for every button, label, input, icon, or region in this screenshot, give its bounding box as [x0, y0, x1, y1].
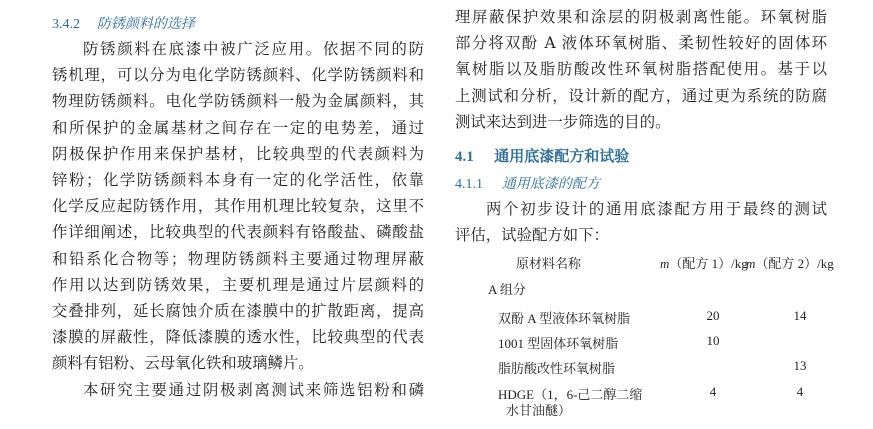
material-name: 双酚 A 型液体环氧树脂: [498, 311, 631, 326]
header-formula-1: m（配方 1）/kg: [660, 256, 748, 271]
material-name: 1001 型固体环氧树脂: [498, 336, 619, 351]
text-line: 氧树脂以及脂肪酸改性环氧树脂搭配使用。基于以: [455, 60, 827, 79]
formula-2-value: 14: [793, 308, 807, 323]
text-line: 评估，试验配方如下：: [455, 226, 609, 245]
formula-2-value: 13: [793, 358, 807, 373]
header-material-name: 原材料名称: [516, 256, 582, 271]
section-heading-3-4-2: [52, 13, 195, 33]
formula-1-value: 10: [706, 333, 720, 348]
text-line: 锈机理，可以分为电化学防锈颜料、化学防锈颜料和: [52, 66, 424, 85]
text-line: 作用以达到防锈效果，主要机理是通过片层颜料的: [52, 275, 424, 294]
paragraph-continuation: [455, 4, 827, 135]
text-line: 两个初步设计的通用底漆配方用于最终的测试: [486, 200, 827, 218]
section-title: 防锈颜料的选择: [96, 16, 195, 32]
text-line: 理屏蔽保护效果和涂层的阴极剥离性能。环氧树脂: [455, 8, 827, 26]
text-line: 交叠排列，延长腐蚀介质在漆膜中的扩散距离，提高: [52, 302, 424, 321]
text-line: 本研究主要通过阴极剥离测试来筛选铝粉和磷: [83, 380, 424, 399]
group-label: A 组分: [488, 282, 526, 297]
formula-1-value: 4: [709, 384, 717, 399]
text-line: 作详细阐述，比较典型的代表颜料有铬酸盐、磷酸盐: [52, 223, 424, 242]
subsection-title: 通用底漆的配方: [501, 176, 600, 192]
text-line: 漆膜的屏蔽性，降低漆膜的透水性，比较典型的代表: [52, 328, 424, 347]
text-line: 和铅系化合物等；物理防锈颜料主要通过物理屏蔽: [52, 249, 424, 268]
formula-1-value: 20: [706, 308, 720, 323]
section-title: 通用底漆配方和试验: [494, 147, 630, 165]
text-line: 锌粉；化学防锈颜料本身有一定的化学活性，依靠: [52, 171, 424, 190]
paragraph-antirust-pigments: [52, 36, 424, 403]
section-number: 4.1: [455, 149, 474, 165]
text-line: 防锈颜料在底漆中被广泛应用。依据不同的防: [83, 40, 424, 58]
material-name: 脂肪酸改性环氧树脂: [498, 361, 616, 376]
text-line: 测试来达到进一步筛选的目的。: [455, 112, 671, 131]
text-line: 颜料有铝粉、云母氧化铁和玻璃鳞片。: [52, 354, 314, 373]
text-line: 上测试和分析，设计新的配方，通过更为系统的防腐: [455, 86, 827, 105]
material-name: HDGE（1，6-己二醇二缩: [498, 387, 643, 402]
header-formula-2: m（配方 2）/kg: [746, 256, 834, 271]
text-line: 和所保护的金属基材之间存在一定的电势差，通过: [52, 118, 424, 137]
section-heading-4-1: [455, 145, 629, 166]
subsection-number: 4.1.1: [455, 177, 483, 192]
subsection-heading-4-1-1: [455, 173, 600, 193]
paragraph-formula-intro: [455, 196, 827, 248]
text-line: 阴极保护作用来保护基材，比较典型的代表颜料为: [52, 144, 424, 163]
formula-2-value: 4: [796, 384, 804, 399]
text-line: 部分将双酚 A 液体环氧树脂、柔韧性较好的固体环: [455, 34, 827, 53]
section-number: 3.4.2: [52, 17, 80, 32]
text-line: 化学反应起防锈作用，其作用机理比较复杂，这里不: [52, 197, 424, 216]
material-name-cont: 水甘油醚）: [506, 403, 572, 418]
text-line: 物理防锈颜料。电化学防锈颜料一般为金属颜料，其: [52, 92, 424, 111]
